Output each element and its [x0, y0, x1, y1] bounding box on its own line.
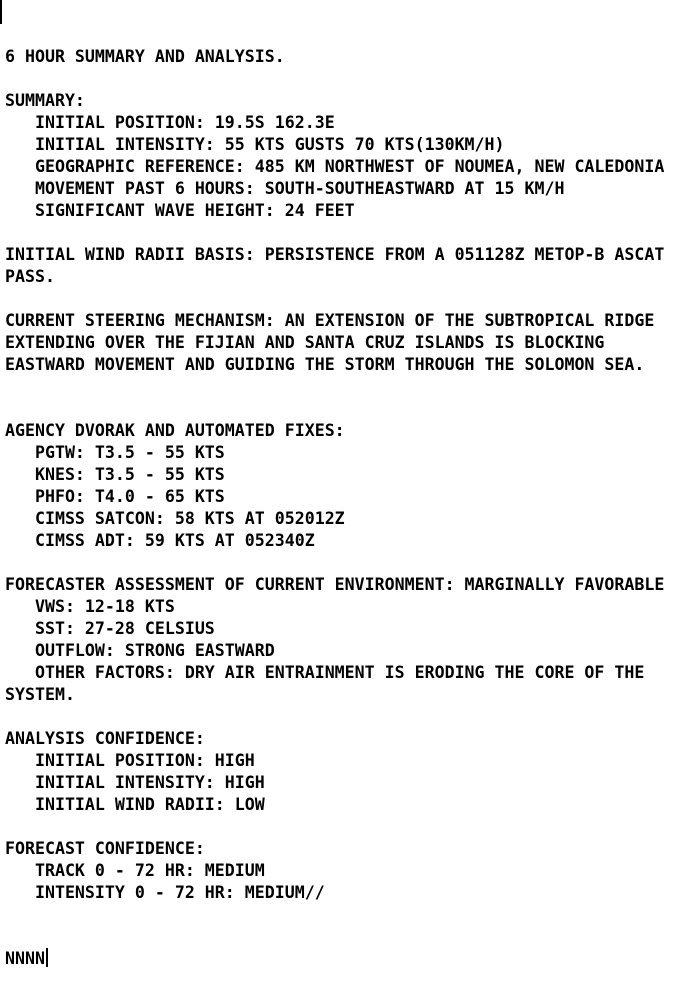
text-line: INTENSITY 0 - 72 HR: MEDIUM// [5, 883, 325, 902]
text-line [5, 552, 680, 574]
end-of-message-marker: NNNN [5, 949, 45, 968]
text-line: SST: 27-28 CELSIUS [5, 619, 215, 638]
text-line [5, 222, 680, 244]
text-line: KNES: T3.5 - 55 KTS [5, 465, 225, 484]
text-line: INITIAL POSITION: 19.5S 162.3E [5, 113, 335, 132]
text-line: CIMSS ADT: 59 KTS AT 052340Z [5, 531, 315, 550]
text-line: GEOGRAPHIC REFERENCE: 485 KM NORTHWEST OF NOUMEA, NEW CALEDONIA [5, 157, 665, 176]
text-line [5, 68, 680, 90]
text-line: INITIAL WIND RADII: LOW [5, 795, 265, 814]
text-line: CURRENT STEERING MECHANISM: AN EXTENSION OF THE SUBTROPICAL RIDGE [5, 311, 655, 330]
text-line [5, 816, 680, 838]
text-line: INITIAL INTENSITY: HIGH [5, 773, 265, 792]
text-line: OUTFLOW: STRONG EASTWARD [5, 641, 275, 660]
text-line [5, 288, 680, 310]
text-line [5, 706, 680, 728]
text-line: AGENCY DVORAK AND AUTOMATED FIXES: [5, 421, 345, 440]
text-line: INITIAL POSITION: HIGH [5, 751, 255, 770]
text-line: SUMMARY: [5, 91, 85, 110]
screen-edge-artifact [0, 0, 2, 24]
text-line: CIMSS SATCON: 58 KTS AT 052012Z [5, 509, 345, 528]
text-line: ANALYSIS CONFIDENCE: [5, 729, 205, 748]
text-line: FORECAST CONFIDENCE: [5, 839, 205, 858]
text-line: OTHER FACTORS: DRY AIR ENTRAINMENT IS ERODING THE CORE OF THE [5, 663, 645, 682]
text-line: VWS: 12-18 KTS [5, 597, 175, 616]
text-line: PGTW: T3.5 - 55 KTS [5, 443, 225, 462]
text-line [5, 398, 680, 420]
text-line: PHFO: T4.0 - 65 KTS [5, 487, 225, 506]
text-line [5, 948, 680, 970]
text-line: SYSTEM. [5, 685, 75, 704]
text-line: TRACK 0 - 72 HR: MEDIUM [5, 861, 265, 880]
text-line [5, 376, 680, 398]
text-line: INITIAL WIND RADII BASIS: PERSISTENCE FROM A 051128Z METOP-B ASCAT [5, 245, 665, 264]
text-line: 6 HOUR SUMMARY AND ANALYSIS. [5, 47, 285, 66]
text-line: PASS. [5, 267, 55, 286]
text-line: EXTENDING OVER THE FIJIAN AND SANTA CRUZ ISLANDS IS BLOCKING [5, 333, 605, 352]
text-line: INITIAL INTENSITY: 55 KTS GUSTS 70 KTS(130KM/H) [5, 135, 505, 154]
text-cursor [46, 948, 48, 967]
text-line: SIGNIFICANT WAVE HEIGHT: 24 FEET [5, 201, 355, 220]
text-line: MOVEMENT PAST 6 HOURS: SOUTH-SOUTHEASTWARD AT 15 KM/H [5, 179, 565, 198]
text-line: EASTWARD MOVEMENT AND GUIDING THE STORM THROUGH THE SOLOMON SEA. [5, 355, 645, 374]
text-line: FORECASTER ASSESSMENT OF CURRENT ENVIRONMENT: MARGINALLY FAVORABLE [5, 575, 665, 594]
bulletin-lines [5, 46, 680, 904]
